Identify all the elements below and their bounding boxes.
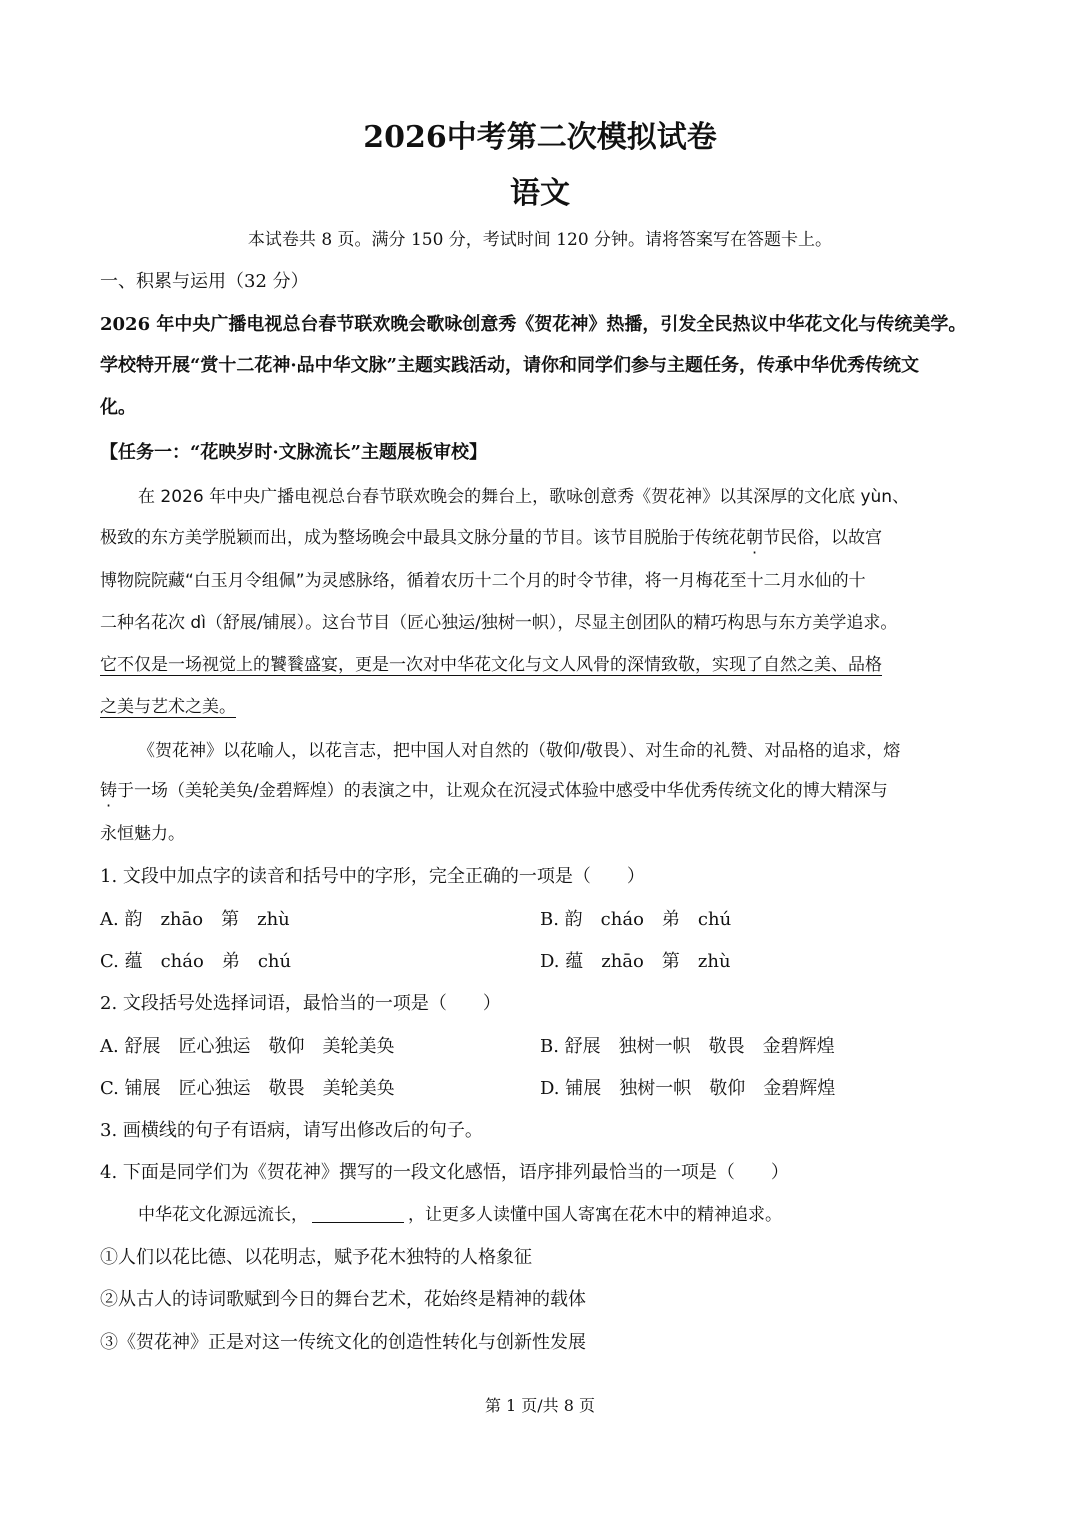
- passage1-line-3: 博物院院藏“白玉月令组佩”为灵感脉络，循着农历十二个月的时令节律，将一月梅花至十二月水仙的十: [100, 571, 866, 591]
- q2-option-c: C. 铺展 匠心独运 敬畏 美轮美奂: [100, 1078, 395, 1099]
- q1-option-d: D. 蕴 zhāo 第 zhù: [540, 951, 731, 972]
- passage1-line-1: 在 2026 年中央广播电视总台春节联欢晚会的舞台上，歌咏创意秀《贺花神》以其深厚的文化底 yùn、: [138, 487, 910, 507]
- dotted-char-zhu: 铸: [100, 781, 117, 801]
- q1-option-a: A. 韵 zhāo 第 zhù: [100, 909, 290, 930]
- q4-stem-end: ，让更多人读懂中国人寄寓在花木中的精神追求。: [408, 1205, 782, 1225]
- q1-option-c: C. 蕴 cháo 弟 chú: [100, 951, 292, 972]
- passage2-line-2b: 于一场（美轮美奂/金碧辉煌）的表演之中，让观众在沉浸式体验中感受中华优秀传统文化的博大精深与: [117, 781, 888, 801]
- underlined-sentence-1: 它不仅是一场视觉上的饕餮盛宴，更是一次对中华花文化与文人风骨的深情致敬，实现了自然之美、品格: [100, 655, 882, 675]
- q2-option-b: B. 舒展 独树一帜 敬畏 金碧辉煌: [540, 1036, 835, 1057]
- q1-option-b: B. 韵 cháo 弟 chú: [540, 909, 732, 930]
- q2-option-a: A. 舒展 匠心独运 敬仰 美轮美奂: [100, 1036, 395, 1057]
- exam-title: 2026中考第二次模拟试卷: [363, 120, 717, 155]
- q2-option-d: D. 铺展 独树一帜 敬仰 金碧辉煌: [540, 1078, 836, 1099]
- intro-line-2: 学校特开展“赏十二花神·品中华文脉”主题实践活动，请你和同学们参与主题任务，传承中华优秀传统文: [100, 355, 919, 376]
- q4-sentence-1: ①人们以花比德、以花明志，赋予花木独特的人格象征: [100, 1247, 532, 1268]
- section-heading: 一、积累与运用（32 分）: [100, 271, 309, 292]
- passage2-line-2: [100, 776, 888, 801]
- q4-sentence-3: ③《贺花神》正是对这一传统文化的创造性转化与创新性发展: [100, 1332, 586, 1353]
- q4-stem-start: 中华花文化源远流长，: [138, 1205, 308, 1225]
- question-4: 4. 下面是同学们为《贺花神》撰写的一段文化感悟，语序排列最恰当的一项是（ ）: [100, 1162, 789, 1183]
- question-2: 2. 文段括号处选择词语，最恰当的一项是（ ）: [100, 993, 501, 1014]
- passage1-line-4: 二种名花次 dì（舒展/铺展）。这台节目（匠心独运/独树一帜），尽显主创团队的精巧构思与东方美学追求。: [100, 613, 898, 633]
- q4-sentence-2: ②从古人的诗词歌赋到今日的舞台艺术，花始终是精神的载体: [100, 1289, 586, 1310]
- intro-line-1: 2026 年中央广播电视总台春节联欢晚会歌咏创意秀《贺花神》热播，引发全民热议中华花文化与传统美学。: [100, 314, 967, 335]
- question-3: 3. 画横线的句子有语病，请写出修改后的句子。: [100, 1120, 483, 1141]
- passage1-line-2b: 节民俗，以故宫: [763, 528, 882, 548]
- task1-heading: 【任务一：“花映岁时·文脉流长”主题展板审校】: [100, 442, 487, 463]
- page-footer: 第 1 页/共 8 页: [484, 1396, 596, 1415]
- intro-line-3: 化。: [100, 397, 136, 418]
- q4-stem: [138, 1200, 782, 1225]
- subject-title: 语文: [510, 176, 570, 211]
- fill-blank: [312, 1204, 404, 1223]
- question-1: 1. 文段中加点字的读音和括号中的字形，完全正确的一项是（ ）: [100, 866, 645, 887]
- passage1-line-2a: 极致的东方美学脱颖而出，成为整场晚会中最具文脉分量的节目。该节目脱胎于传统花: [100, 528, 746, 548]
- passage2-line-1: 《贺花神》以花喻人，以花言志，把中国人对自然的（敬仰/敬畏）、对生命的礼赞、对品格的追求，熔: [138, 741, 901, 761]
- passage1-line-2: [100, 523, 882, 548]
- underlined-sentence-2: 之美与艺术之美。: [100, 697, 236, 717]
- passage2-line-3: 永恒魅力。: [100, 824, 185, 844]
- exam-info: 本试卷共 8 页。满分 150 分，考试时间 120 分钟。请将答案写在答题卡上。: [247, 230, 833, 250]
- dotted-char-chao: 朝: [746, 528, 763, 548]
